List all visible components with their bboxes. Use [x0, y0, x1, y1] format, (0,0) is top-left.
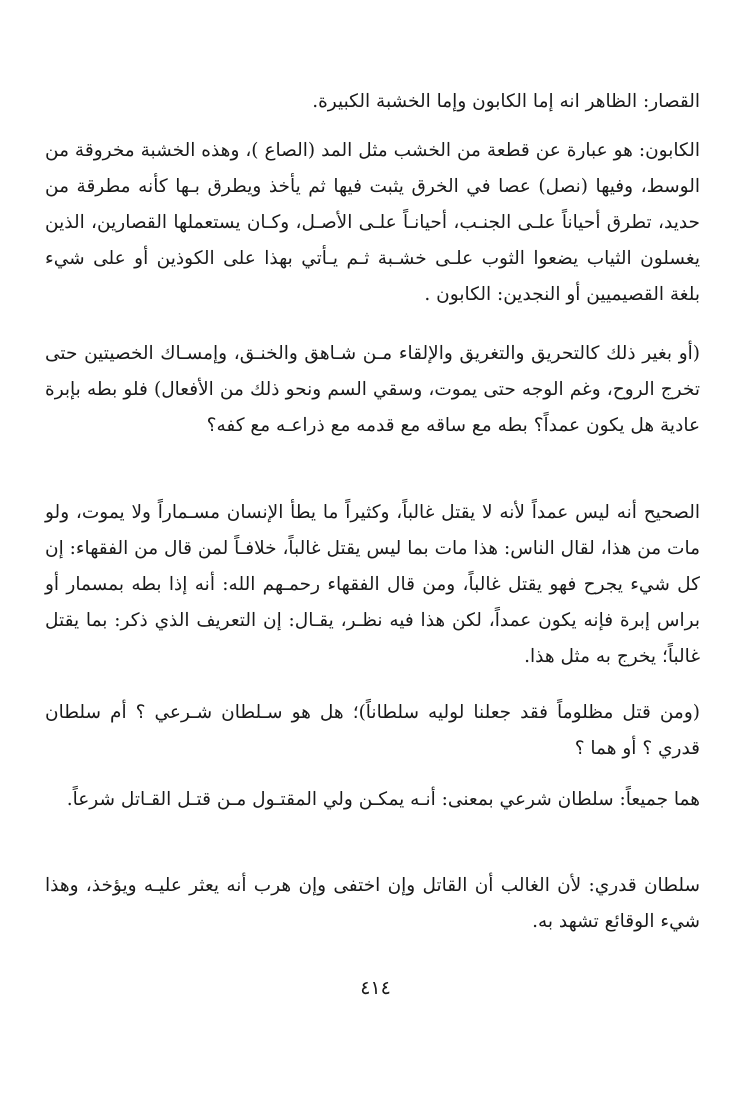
paragraph-kaboon-definition: الكابون: هو عبارة عن قطعة من الخشب مثل المد (الصاع )، وهذه الخشبة مخروقة من الوسط، وفيها (نصل) عصا في الخرق يثبت فيها ثم يأخذ ويطرق بـها كأنه مطرقة من حديد، تطرق أحياناً علـى الجنـب، أحيانـاً علـى الأصـل، وكـان يستعملها القصارين، الذين يغسلون الثياب يضعوا الثوب علـى خشـبة ثـم يـأتي بهذا على الكوذين أو على شيء بلغة القصيميين أو النجدين: الكابون .	[45, 140, 700, 305]
paragraph-both-sultan: هما جميعاً: سلطان شرعي بمعنى: أنـه يمكـن ولي المقتـول مـن قتـل القـاتل شرعاً.	[66, 789, 700, 810]
text-block-1	[45, 84, 700, 120]
paragraph-question-sultan: (ومن قتل مظلوماً فقد جعلنا لوليه سلطاناً)؛ هل هو سـلطان شـرعي ؟ أم سلطان قدري ؟ أو هما ؟	[45, 702, 700, 759]
text-block-2	[45, 133, 700, 313]
text-block-7	[45, 868, 700, 940]
text-block-4	[45, 495, 700, 675]
paragraph-qadari-sultan: سلطان قدري: لأن الغالب أن القاتل وإن اختفى وإن هرب أنه يعثر عليـه ويؤخذ، وهذا شيء الوقائع تشهد به.	[45, 875, 700, 932]
page-number: ٤١٤	[360, 977, 391, 999]
paragraph-correct-view: الصحيح أنه ليس عمداً لأنه لا يقتل غالباً، وكثيراً ما يطأ الإنسان مسـماراً ولا يموت، ولو مات من هذا، لقال الناس: هذا مات بما ليس يقتل غالباً، خلافـاً لمن قال من الفقهاء: إن كل شيء يجرح فهو يقتل غالباً، ومن قال الفقهاء رحمـهم الله: أنه إذا بطه بمسمار أو براس إبرة فإنه يكون عمداً، لكن هذا فيه نظـر، يقـال: إن التعريف الذي ذكر: بما يقتل غالباً؛ يخرج به مثل هذا.	[45, 502, 700, 667]
paragraph-other-methods: (أو بغير ذلك كالتحريق والتغريق والإلقاء مـن شـاهق والخنـق، وإمسـاك الخصيتين حتى تخرج الروح، وغم الوجه حتى يموت، وسقي السم ونحو ذلك من الأفعال) فلو بطه بإبرة عادية هل يكون عمداً؟ بطه مع ساقه مع قدمه مع ذراعـه مع كفه؟	[45, 343, 700, 436]
text-block-6	[45, 782, 700, 818]
text-block-5	[45, 695, 700, 767]
text-block-3	[45, 336, 700, 444]
paragraph-qassar: القصار: الظاهر انه إما الكابون وإما الخشبة الكبيرة.	[312, 91, 700, 112]
